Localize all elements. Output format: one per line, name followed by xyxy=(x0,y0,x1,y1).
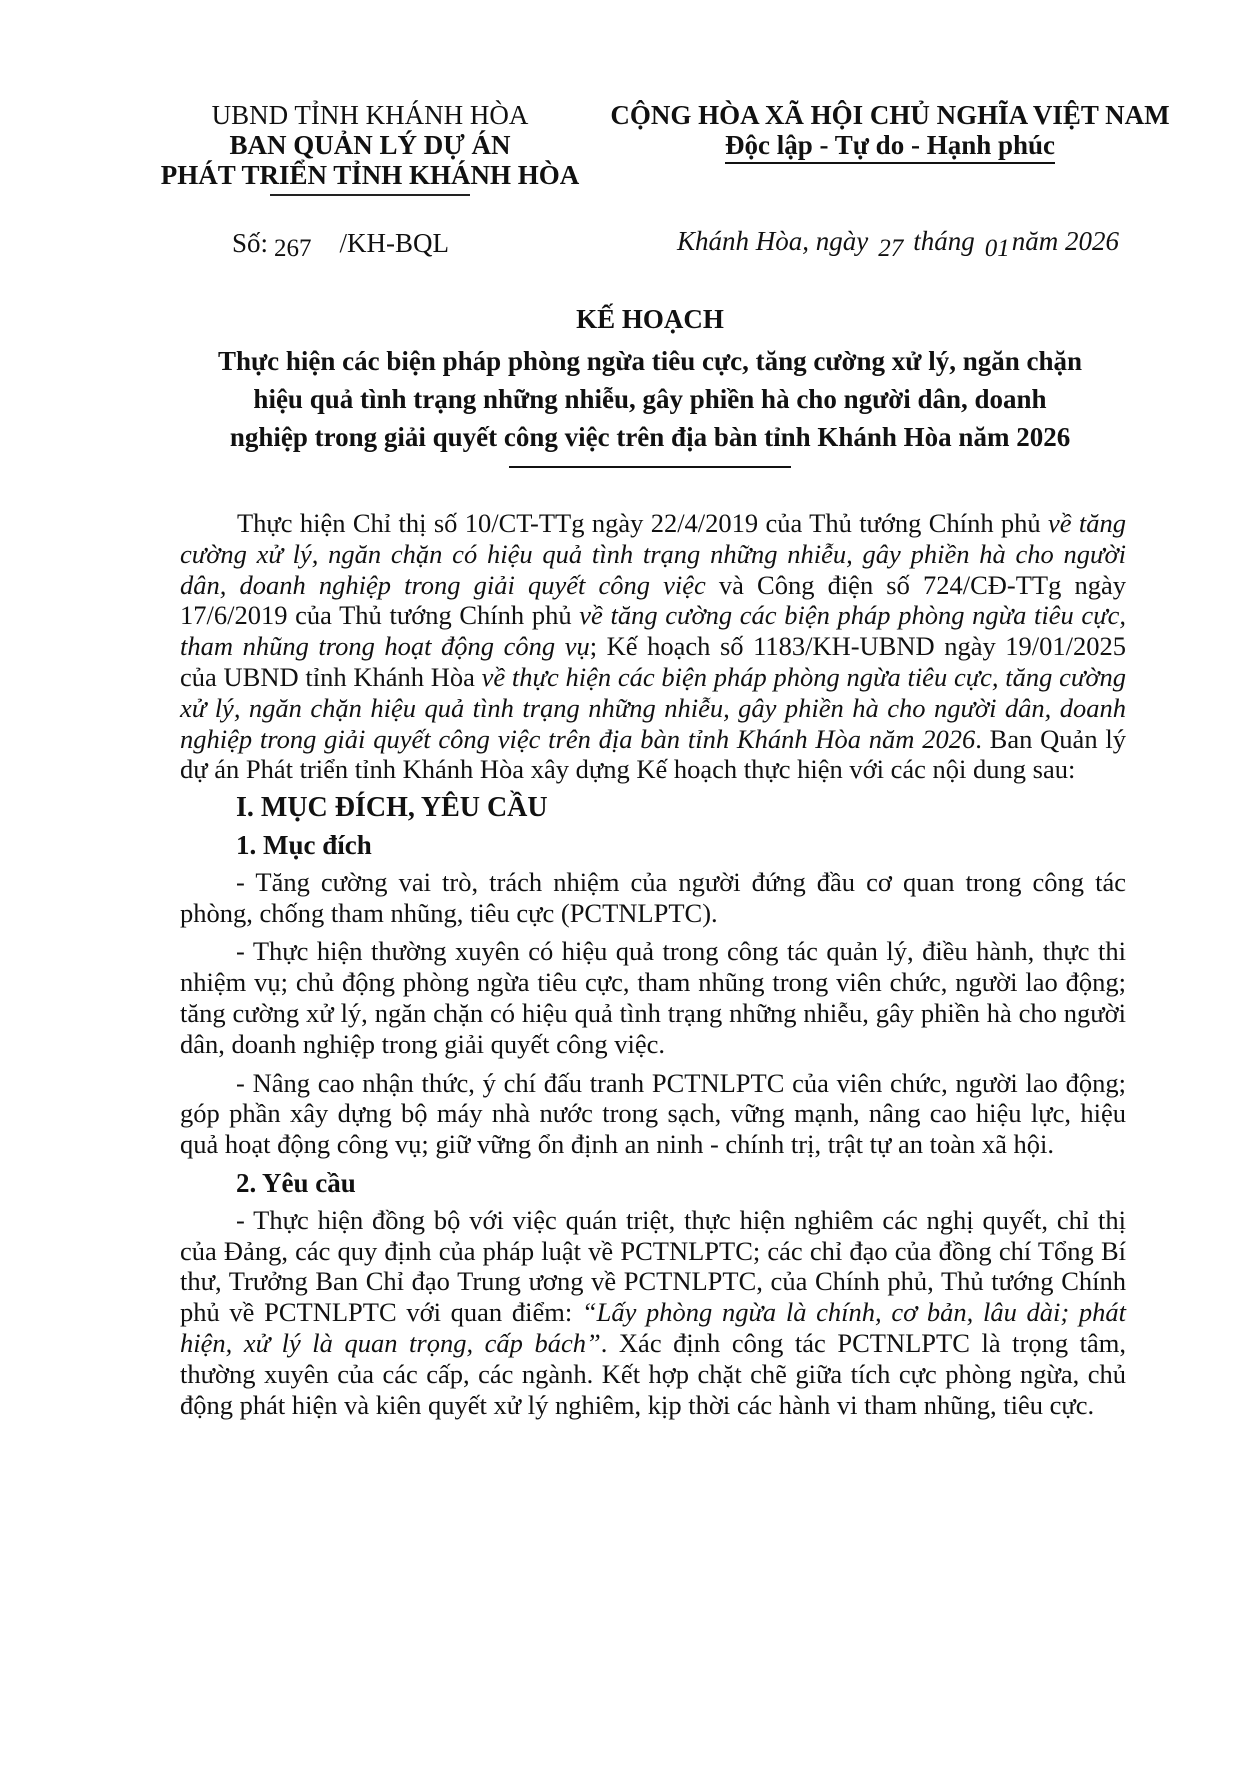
header-divider xyxy=(270,194,470,196)
requirement-item xyxy=(180,1205,1126,1421)
intro-paragraph xyxy=(180,508,1126,785)
intro-text: . Ban Quản lý dự án Phát triển tỉnh Khánh Hòa xây dựng Kế hoạch thực hiện với các nội dung sau: xyxy=(180,723,1126,785)
purpose-item: - Tăng cường vai trò, trách nhiệm của người đứng đầu cơ quan trong công tác phòng, chống tham nhũng, tiêu cực (PCTNLPTC). xyxy=(180,866,1126,928)
agency-name-line2: PHÁT TRIỂN TỈNH KHÁNH HÒA xyxy=(160,160,580,190)
title-line-1: Thực hiện các biện pháp phòng ngừa tiêu cực, tăng cường xử lý, ngăn chặn xyxy=(217,346,1083,376)
date-day: 27 xyxy=(878,235,904,262)
subsection-heading-purpose: 1. Mục đích xyxy=(236,829,372,860)
document-number xyxy=(232,228,449,263)
agency-parent: UBND TỈNH KHÁNH HÒA xyxy=(211,100,529,130)
title-main: KẾ HOẠCH xyxy=(576,304,724,334)
intro-italic: về tăng cường các biện pháp phòng ngừa tiêu cực, tham nhũng trong hoạt động công vụ xyxy=(180,600,1126,662)
title-divider xyxy=(509,466,791,468)
intro-italic: về tăng cường xử lý, ngăn chặn có hiệu quả tình trạng những nhiễu, gây phiền hà cho người dân, doanh nghiệp trong giải quyết công việc xyxy=(180,508,1126,600)
subsection-heading-requirements: 2. Yêu cầu xyxy=(236,1167,356,1198)
purpose-item: - Nâng cao nhận thức, ý chí đấu tranh PCTNLPTC của viên chức, người lao động; góp phần xây dựng bộ máy nhà nước trong sạch, vững mạnh, nâng cao hiệu lực, hiệu quả hoạt động công vụ; giữ vững ổn định an ninh - chính trị, trật tự an toàn xã hội. xyxy=(180,1067,1126,1160)
document-title xyxy=(150,300,1150,468)
date-month: 01 xyxy=(984,235,1010,262)
section-heading-1: I. MỤC ĐÍCH, YÊU CẦU xyxy=(236,792,548,824)
requirement-text: - Thực hiện đồng bộ với việc quán triệt, thực hiện nghiêm các nghị quyết, chỉ thị của Đảng, các quy định của pháp luật về PCTNLPTC; các chỉ đạo của đồng chí Tổng Bí thư, Trưởng Ban Chỉ đạo Trung ương về PCTNLPTC, của Chính phủ, Thủ tướng Chính phủ về PCTNLPTC với quan điểm: xyxy=(180,1204,1126,1328)
requirement-quote: “Lấy phòng ngừa là chính, cơ bản, lâu dài; phát hiện, xử lý là quan trọng, cấp bách” xyxy=(180,1297,1127,1358)
date-place: Khánh Hòa, ngày xyxy=(677,226,869,256)
document-body xyxy=(180,508,1126,1428)
doc-number-suffix: /KH-BQL xyxy=(339,228,450,258)
date-month-label: tháng xyxy=(913,226,975,256)
purpose-item: - Thực hiện thường xuyên có hiệu quả trong công tác quản lý, điều hành, thực thi nhiệm vụ; chủ động phòng ngừa tiêu cực, tham nhũng trong viên chức, người lao động; tăng cường xử lý, ngăn chặn có hiệu quả tình trạng những nhiễu, gây phiền hà cho người dân, doanh nghiệp trong giải quyết công việc. xyxy=(180,936,1126,1059)
issuing-agency-header xyxy=(150,100,590,196)
title-line-3: nghiệp trong giải quyết công việc trên địa bàn tỉnh Khánh Hòa năm 2026 xyxy=(229,422,1071,452)
doc-number-value: 267 xyxy=(274,235,312,262)
national-motto: Độc lập - Tự do - Hạnh phúc xyxy=(725,130,1055,164)
national-motto-header xyxy=(590,100,1190,164)
date-year: năm 2026 xyxy=(1011,226,1120,256)
intro-text: ; Kế hoạch số 1183/KH-UBND ngày 19/01/2025 của UBND tỉnh Khánh Hòa xyxy=(180,631,1126,692)
intro-italic: về thực hiện các biện pháp phòng ngừa tiêu cực, tăng cường xử lý, ngăn chặn hiệu quả tình trạng những nhiễu, gây phiền hà cho người dân, doanh nghiệp trong giải quyết công việc trên địa bàn tỉnh Khánh Hòa năm 2026 xyxy=(180,661,1127,754)
agency-name-line1: BAN QUẢN LÝ DỰ ÁN xyxy=(229,130,511,160)
requirement-text: . Xác định công tác PCTNLPTC là trọng tâm, thường xuyên của các cấp, các ngành. Kết hợp chặt chẽ giữa tích cực phòng ngừa, chủ động phát hiện và kiên quyết xử lý nghiêm, kịp thời các hành vi tham nhũng, tiêu cực. xyxy=(180,1327,1127,1420)
document-date xyxy=(677,226,1119,263)
intro-text: Thực hiện Chỉ thị số 10/CT-TTg ngày 22/4/2019 của Thủ tướng Chính phủ xyxy=(237,508,1049,538)
title-line-2: hiệu quả tình trạng những nhiễu, gây phiền hà cho người dân, doanh xyxy=(253,384,1047,414)
intro-text: và Công điện số 724/CĐ-TTg ngày 17/6/2019 của Thủ tướng Chính phủ xyxy=(180,569,1126,631)
doc-number-prefix: Số: xyxy=(232,228,269,258)
country-name: CỘNG HÒA XÃ HỘI CHỦ NGHĨA VIỆT NAM xyxy=(610,100,1170,130)
